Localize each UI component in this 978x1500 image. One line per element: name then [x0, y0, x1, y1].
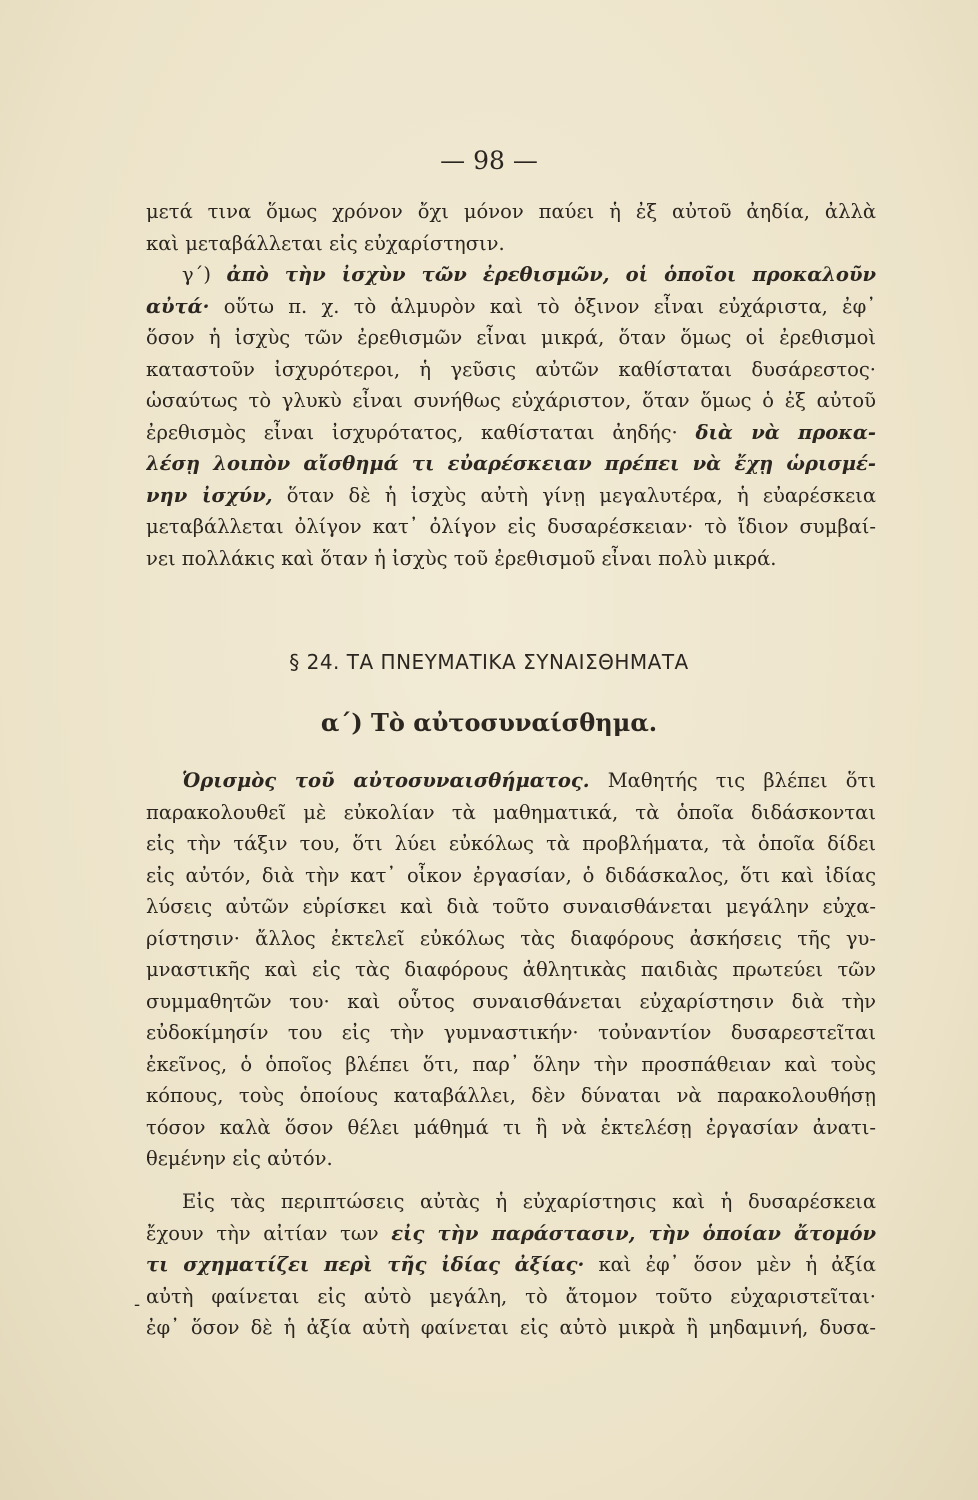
text-line: αὐτὴ φαίνεται εἰς αὐτὸ μεγάλη, τὸ ἄτομον τοῦτο εὐχαριστεῖται·: [146, 1284, 876, 1308]
text-line: ὡσαύτως τὸ γλυκὺ εἶναι συνήθως εὐχάριστον, ὅταν ὅμως ὁ ἐξ αὐτοῦ: [146, 389, 876, 412]
text-line: ἔχουν τὴν αἰτίαν των εἰς τὴν παράστασιν, τὴν ὁποίαν ἄτομόν: [146, 1221, 876, 1245]
text-line: ἐφ᾽ ὅσον δὲ ἡ ἀξία αὐτὴ φαίνεται εἰς αὐτὸ μικρὰ ἢ μηδαμινή, δυσα-: [146, 1316, 876, 1339]
text-line: μεταβάλλεται ὀλίγον κατ᾽ ὀλίγον εἰς δυσαρέσκειαν· τὸ ἴδιον συμβαί-: [146, 515, 876, 538]
margin-mark: -: [134, 1294, 141, 1315]
text-line: ὅσον ἡ ἰσχὺς τῶν ἐρεθισμῶν εἶναι μικρά, ὅταν ὅμως οἱ ἐρεθισμοὶ: [146, 326, 876, 349]
text-line: αὐτά· οὕτω π. χ. τὸ ἁλμυρὸν καὶ τὸ ὀξινον εἶναι εὐχάριστα, ἐφ᾽: [146, 294, 876, 318]
emphasis-text: αὐτά·: [146, 294, 210, 318]
text-line: [146, 448, 876, 480]
emphasis-text: ἀπὸ τὴν ἰσχὺν τῶν ἐρεθισμῶν, οἱ ὁποῖοι προκαλοῦν: [226, 263, 876, 286]
text-line: ἐρεθισμὸς εἶναι ἰσχυρότατος, καθίσταται ἀηδής· διὰ νὰ προκα-: [146, 420, 876, 444]
paragraph-1: [146, 196, 876, 574]
text-line: καὶ μεταβάλλεται εἰς εὐχαρίστησιν.: [146, 231, 505, 255]
text-line: ρίστησιν· ἄλλος ἐκτελεῖ εὐκόλως τὰς διαφόρους ἀσκήσεις τῆς γυ-: [146, 926, 876, 950]
text-line: κόπους, τοὺς ὁποίους καταβάλλει, δὲν δύναται νὰ παρακολουθήσῃ: [146, 1084, 876, 1107]
text-line: εἰς τὴν τάξιν του, ὅτι λύει εὐκόλως τὰ προβλήματα, τὰ ὁποῖα δίδει: [146, 832, 876, 855]
text-line: παρακολουθεῖ μὲ εὐκολίαν τὰ μαθηματικά, τὰ ὁποῖα διδάσκονται: [146, 800, 876, 824]
text-line: [146, 259, 876, 291]
emphasis-text: διὰ νὰ προκα-: [695, 420, 876, 444]
sub-heading: α΄) Τὸ αὐτοσυναίσθημα.: [320, 708, 658, 737]
text-line: Ὁρισμὸς τοῦ αὐτοσυναισθήματος. Μαθητής τις βλέπει ὅτι: [182, 769, 876, 792]
text-line: λύσεις αὐτῶν εὑρίσκει καὶ διὰ τοῦτο συναισθάνεται μεγάλην εὐχα-: [146, 895, 876, 918]
text-line: θεμένην εἰς αὐτόν.: [146, 1147, 333, 1170]
text-line: Εἰς τὰς περιπτώσεις αὐτὰς ἡ εὐχαρίστησις καὶ ἡ δυσαρέσκεια: [182, 1190, 876, 1213]
text-line: συμμαθητῶν του· καὶ οὗτος συναισθάνεται εὐχαρίστησιν διὰ τὴν: [146, 989, 876, 1013]
emphasis-text: τι σχηματίζει περὶ τῆς ἰδίας ἀξίας·: [146, 1253, 585, 1276]
page-number: — 98 —: [440, 146, 538, 175]
emphasis-text: εἰς τὴν παράστασιν, τὴν ὁποίαν ἄτομόν: [391, 1221, 876, 1245]
paragraph-3: [146, 1186, 876, 1344]
list-marker: γ΄): [182, 263, 227, 286]
text-line: τι σχηματίζει περὶ τῆς ἰδίας ἀξίας· καὶ ἐφ᾽ ὅσον μὲν ἡ ἀξία: [146, 1253, 876, 1276]
text-line: τόσον καλὰ ὅσον θέλει μάθημά τι ἢ νὰ ἐκτελέσῃ ἐργασίαν ἀνατι-: [146, 1115, 876, 1139]
emphasis-text: Ὁρισμὸς τοῦ αὐτοσυναισθήματος.: [182, 769, 590, 792]
text-line: εἰς αὐτόν, διὰ τὴν κατ᾽ οἶκον ἐργασίαν, ὁ διδάσκαλος, ὅτι καὶ ἰδίας: [146, 863, 876, 887]
emphasis-text: νην ἰσχύν,: [146, 483, 273, 507]
text-line: νει πολλάκις καὶ ὅταν ἡ ἰσχὺς τοῦ ἐρεθισμοῦ εἶναι πολὺ μικρά.: [146, 546, 777, 570]
emphasis-text: λέσῃ λοιπὸν αἴσθημά τι εὐαρέσκειαν πρέπει νὰ ἔχῃ ὡρισμέ-: [146, 452, 876, 475]
text-line: νην ἰσχύν, ὅταν δὲ ἡ ἰσχὺς αὐτὴ γίνῃ μεγαλυτέρα, ἡ εὐαρέσκεια: [146, 483, 876, 507]
text-line: καταστοῦν ἰσχυρότεροι, ἡ γεῦσις αὐτῶν καθίσταται δυσάρεστος·: [146, 357, 876, 381]
text-line: ἐκεῖνος, ὁ ὁποῖος βλέπει ὅτι, παρ᾽ ὅλην τὴν προσπάθειαν καὶ τοὺς: [146, 1052, 876, 1076]
text-line: εὐδοκίμησίν του εἰς τὴν γυμναστικήν· τοὐναντίον δυσαρεστεῖται: [146, 1021, 876, 1044]
section-heading: § 24. ΤΑ ΠΝΕΥΜΑΤΙΚΑ ΣΥΝΑΙΣΘΗΜΑΤΑ: [289, 650, 689, 674]
text-line: μναστικῆς καὶ εἰς τὰς διαφόρους ἀθλητικὰς παιδιὰς πρωτεύει τῶν: [146, 958, 876, 981]
text-line: μετά τινα ὅμως χρόνον ὄχι μόνον παύει ἡ ἐξ αὐτοῦ ἀηδία, ἀλλὰ: [146, 200, 876, 223]
paragraph-2: [146, 765, 876, 1175]
